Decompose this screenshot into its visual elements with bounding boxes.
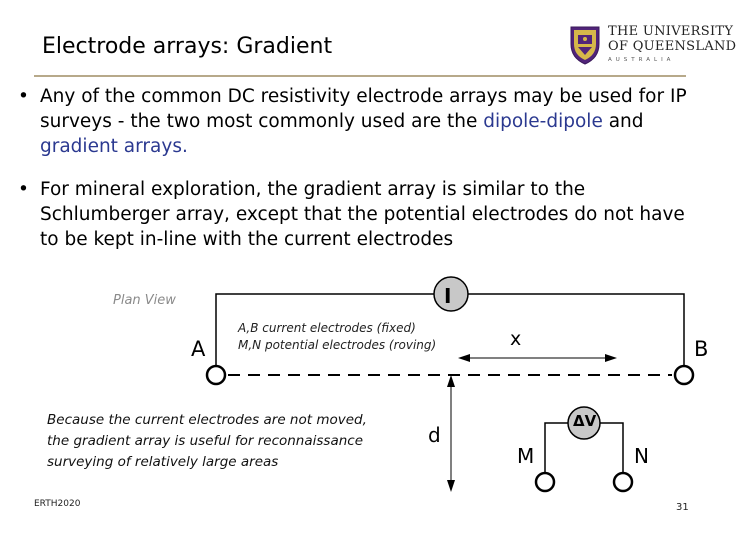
voltage-symbol-label: ΔV xyxy=(573,412,597,430)
course-code: ERTH2020 xyxy=(34,499,81,509)
electrode-n xyxy=(614,473,632,491)
electrode-a-label: A xyxy=(191,337,206,361)
page-number: 31 xyxy=(676,502,689,513)
x-arrow-head-right xyxy=(605,354,617,362)
caption-line-1: Because the current electrodes are not moved, xyxy=(47,412,367,428)
d-arrow-head-top xyxy=(447,375,455,387)
logo-line-2: OF QUEENSLAND xyxy=(608,39,736,54)
electrode-m-label: M xyxy=(517,444,535,468)
bullet-1-text-b: and xyxy=(602,111,644,132)
diagram-caption xyxy=(47,410,367,473)
x-distance-label: x xyxy=(510,328,522,350)
legend-line-1: A,B current electrodes (fixed) xyxy=(238,321,416,335)
electrode-legend xyxy=(238,320,436,354)
legend-line-2: M,N potential electrodes (roving) xyxy=(238,338,437,352)
electrode-b-label: B xyxy=(694,337,709,361)
d-arrow-head-bottom xyxy=(447,480,455,492)
plan-view-label: Plan View xyxy=(113,293,176,308)
d-distance-label: d xyxy=(428,423,441,447)
bullet-2-text: For mineral exploration, the gradient array is similar to the Schlumberger array, except that the potential electrodes do not have to be kept in-line with the current electrodes xyxy=(40,179,685,250)
electrode-a xyxy=(207,366,225,384)
x-arrow-head-left xyxy=(458,354,470,362)
slide-title: Electrode arrays: Gradient xyxy=(42,34,333,59)
bullet-1-link-dipole: dipole-dipole xyxy=(483,111,603,132)
logo-line-3: AUSTRALIA xyxy=(608,57,675,63)
caption-line-2: the gradient array is useful for reconnaissance xyxy=(47,433,364,449)
bullet-dot: • xyxy=(18,179,29,200)
bullet-1-text-a: Any of the common DC resistivity electrode arrays may be used for IP surveys - the two most commonly used are the xyxy=(40,86,687,132)
current-symbol-label: I xyxy=(444,284,452,308)
bullet-1-link-gradient: gradient arrays. xyxy=(40,136,188,157)
electrode-n-label: N xyxy=(634,444,649,468)
electrode-b xyxy=(675,366,693,384)
logo-line-1: THE UNIVERSITY xyxy=(608,24,734,39)
bullet-dot: • xyxy=(18,86,29,107)
electrode-m xyxy=(536,473,554,491)
caption-line-3: surveying of relatively large areas xyxy=(47,454,279,470)
